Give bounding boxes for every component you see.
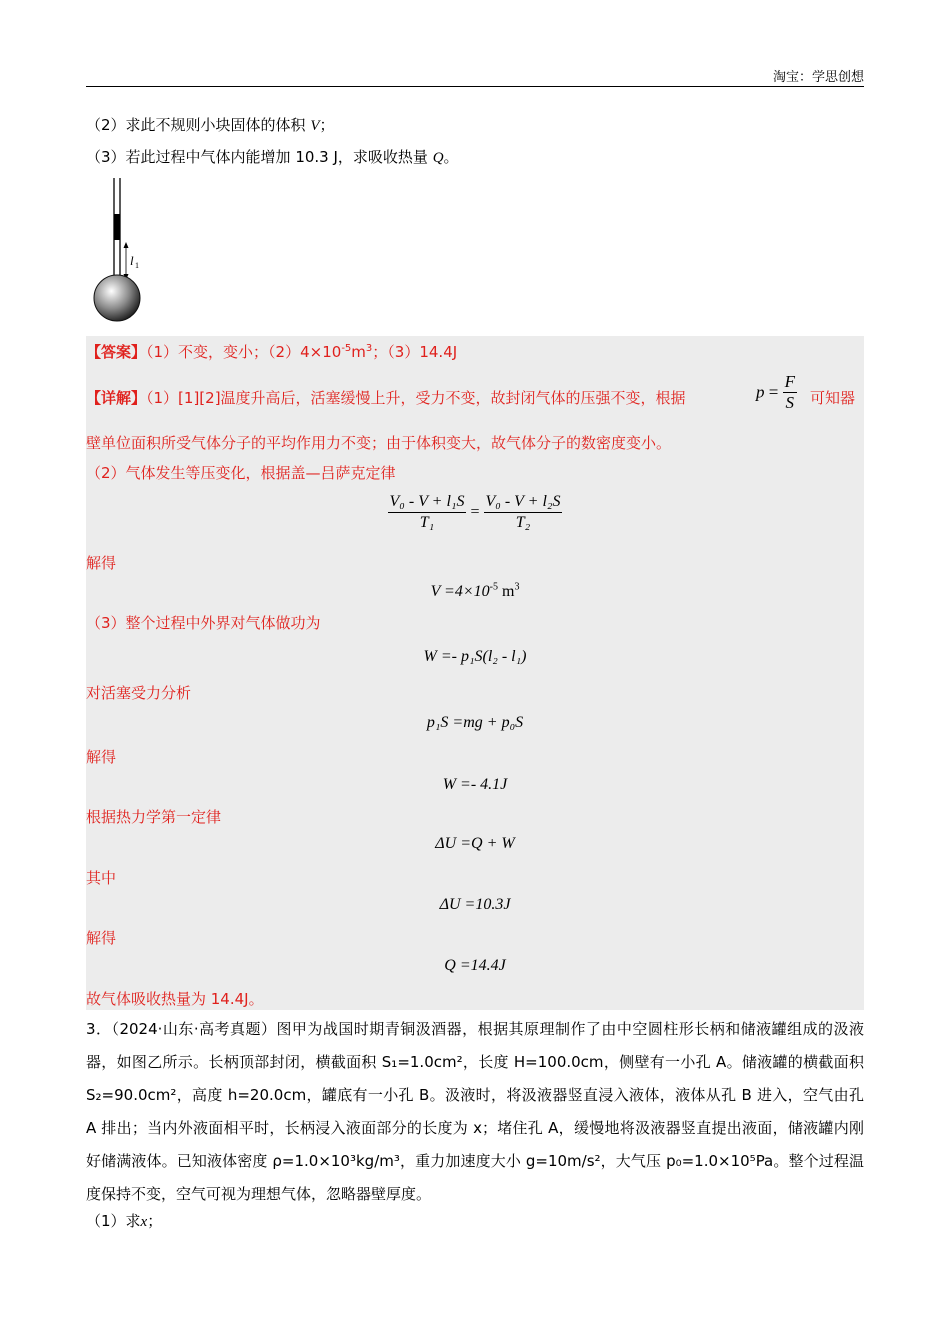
question-3-end: 。: [443, 148, 459, 166]
formula-den: S: [785, 393, 795, 412]
problem-3-text: 3．（2024·山东·高考真题）图甲为战国时期青铜汲酒器，根据其原理制作了由中空圆柱形长柄和储液罐组成的汲液器，如图乙所示。长柄顶部封闭，横截面积 S₁=1.0cm²，长度 H=100.0cm，侧壁有一小孔 A。储液罐的横截面积 S₂=90.0cm²，高度 h=20.0cm，罐底有一小孔 B。汲液时，将汲液器竖直浸入液体，液体从孔 B 进入，空气由孔 A 排出；当内外液面相平时，长柄浸入液面部分的长度为 x；堵住孔 A，缓慢地将汲液器竖直提出液面，储液罐内刚好储满液体。已知液体密度 ρ=1.0×10³kg/m³，重力加速度大小 g=10m/s²，大气压 p₀=1.0×10⁵Pa。整个过程温度保持不变，空气可视为理想气体，忽略器壁厚度。: [86, 1020, 864, 1203]
equation-7: ΔU =10.3J: [439, 896, 511, 913]
answer-unit: m: [351, 343, 366, 361]
p3-q1-var: x: [140, 1214, 148, 1230]
arrow-up: [124, 242, 129, 248]
solution-panel: [86, 336, 864, 1010]
jiede-2: 解得: [86, 748, 117, 766]
problem-3-question-1: [86, 1210, 162, 1233]
answer-unit-exp: 3: [365, 343, 373, 354]
jiede-1: 解得: [86, 554, 117, 572]
detail-line-1-text: （1）[1][2]温度升高后，活塞缓慢上升，受力不变，故封闭气体的压强不变，根据: [146, 389, 686, 407]
question-2: [86, 114, 335, 137]
question-3-var: Q: [432, 150, 444, 166]
question-2-text: （2）求此不规则小块固体的体积: [86, 116, 306, 134]
detail-line-3: （2）气体发生等压变化，根据盖—吕萨克定律: [86, 464, 396, 482]
equation-3: W =- p₁S(l₂ - l₁): [423, 648, 527, 665]
formula-p: p: [756, 382, 765, 402]
thermometer-figure: [88, 176, 158, 326]
question-2-end: ；: [319, 116, 335, 134]
detail-line-1: [86, 387, 686, 409]
eq1-left-num: V₀ - V + l₁S: [388, 492, 467, 513]
equation-4: p₁S =mg + p₀S: [426, 714, 524, 731]
eq2-text: V =4×10: [430, 583, 490, 600]
equation-1: [86, 492, 864, 533]
formula-num: F: [784, 372, 795, 391]
detail-tag: 【详解】: [86, 389, 147, 407]
answer-tag: 【答案】: [86, 343, 147, 361]
liquid-column: [114, 214, 120, 240]
p3-q1-text: （1）求: [86, 1212, 141, 1230]
eq1-right-den: T₂: [515, 514, 531, 531]
eq1-eq: =: [470, 503, 480, 521]
eq1-left-den: T₁: [419, 514, 435, 531]
detail-line-4: （3）整个过程中外界对气体做功为: [86, 614, 321, 632]
question-3-text: （3）若此过程中气体内能增加 10.3 J，求吸收热量: [86, 148, 428, 166]
conclusion: 故气体吸收热量为 14.4J。: [86, 990, 264, 1008]
formula-eq: =: [768, 382, 779, 402]
eq1-left: [388, 492, 467, 533]
question-3: [86, 146, 459, 169]
eq2-exp: -5: [489, 581, 498, 593]
answer-rest: ；（3）14.4J: [372, 343, 458, 361]
eq1-right: [484, 492, 563, 533]
qizhong: 其中: [86, 869, 117, 887]
equation-2: [86, 581, 864, 603]
answer-exp: -5: [341, 343, 352, 354]
formula-fraction: [783, 372, 797, 413]
jiede-3: 解得: [86, 929, 117, 947]
detail-line-2: 壁单位面积所受气体分子的平均作用力不变；由于体积变大，故气体分子的数密度变小。: [86, 434, 672, 452]
answer-line: [86, 341, 457, 363]
formula-p-f-s: [756, 372, 797, 413]
p3-q1-end: ；: [147, 1212, 163, 1230]
label-l-sub: 1: [135, 261, 139, 270]
detail-line-6: 根据热力学第一定律: [86, 808, 222, 826]
eq2-unit-exp: 3: [514, 581, 520, 593]
label-l: l: [130, 253, 134, 268]
header-rule: [86, 86, 864, 87]
eq1-right-num: V₀ - V + l₂S: [484, 492, 563, 513]
equation-6: ΔU =Q + W: [435, 835, 515, 852]
detail-line-1-end: 可知器: [810, 389, 856, 407]
detail-line-5: 对活塞受力分析: [86, 684, 192, 702]
eq2-unit: m: [497, 583, 515, 600]
header-brand: 淘宝：学思创想: [772, 70, 864, 85]
question-2-var: V: [310, 118, 320, 134]
answer-text: （1）不变，变小；（2）4×10: [146, 343, 342, 361]
equation-8: Q =14.4J: [444, 957, 506, 974]
equation-5: W =- 4.1J: [442, 776, 508, 793]
bulb: [94, 275, 140, 321]
